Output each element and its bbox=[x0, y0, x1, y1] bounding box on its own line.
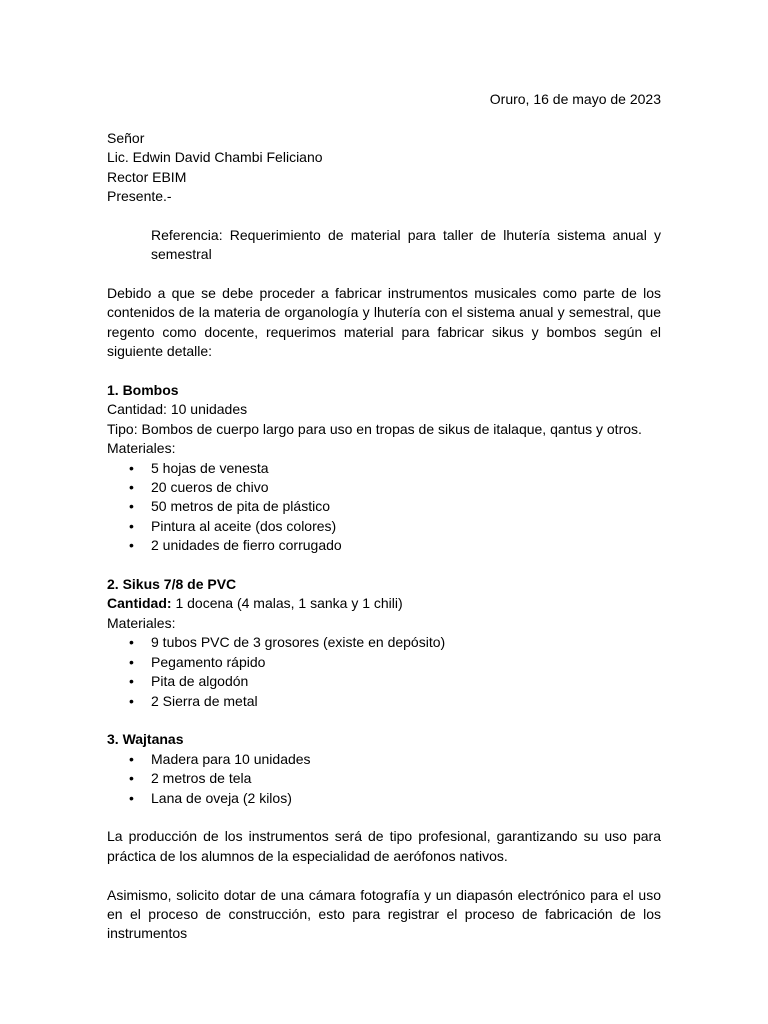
section-bombos bbox=[107, 381, 661, 556]
list-item-text: 2 metros de tela bbox=[151, 770, 252, 787]
list-item-text: 5 hojas de venesta bbox=[151, 459, 269, 476]
bullet-icon: • bbox=[129, 498, 134, 515]
section-materials-label: Materiales: bbox=[107, 440, 176, 457]
list-item bbox=[107, 517, 661, 536]
reference-line: Referencia: Requerimiento de material para taller de lhutería sistema anual y semestral bbox=[151, 226, 661, 263]
list-item bbox=[107, 653, 661, 672]
bullet-icon: • bbox=[129, 634, 134, 651]
bullet-icon: • bbox=[129, 770, 134, 787]
list-item-text: 2 unidades de fierro corrugado bbox=[151, 537, 342, 554]
bullet-icon: • bbox=[129, 537, 134, 554]
bullet-icon: • bbox=[129, 750, 134, 767]
spacer bbox=[107, 866, 661, 885]
bullet-icon: • bbox=[129, 517, 134, 534]
bullet-icon: • bbox=[129, 673, 134, 690]
list-item-text: Pita de algodón bbox=[151, 673, 249, 690]
recipient-position: Rector EBIM bbox=[107, 168, 187, 185]
section-wajtanas bbox=[107, 730, 661, 808]
letter-date: Oruro, 16 de mayo de 2023 bbox=[489, 91, 661, 107]
bullet-icon: • bbox=[129, 692, 134, 709]
list-item bbox=[107, 633, 661, 652]
list-item bbox=[107, 536, 661, 555]
list-item-text: 9 tubos PVC de 3 grosores (existe en depósito) bbox=[151, 634, 446, 651]
recipient-salutation: Señor bbox=[107, 129, 145, 146]
bullet-icon: • bbox=[129, 479, 134, 496]
spacer bbox=[107, 109, 661, 128]
quantity-value: 1 docena (4 malas, 1 sanka y 1 chili) bbox=[171, 595, 403, 612]
list-item-text: 20 cueros de chivo bbox=[151, 479, 269, 496]
list-item bbox=[107, 478, 661, 497]
section-type: Tipo: Bombos de cuerpo largo para uso en tropas de sikus de italaque, qantus y otros. bbox=[107, 420, 642, 437]
list-item-text: Madera para 10 unidades bbox=[151, 750, 311, 767]
list-item-text: Pegamento rápido bbox=[151, 653, 266, 670]
spacer bbox=[107, 808, 661, 827]
bullet-icon: • bbox=[129, 459, 134, 476]
spacer bbox=[107, 711, 661, 730]
request-paragraph: Asimismo, solicito dotar de una cámara fotografía y un diapasón electrónico para el uso en el proceso de construcción, esto para registrar el proceso de fabricación de los instrumentos bbox=[107, 886, 661, 942]
bullet-icon: • bbox=[129, 789, 134, 806]
materials-list bbox=[107, 459, 661, 556]
materials-list bbox=[107, 633, 661, 711]
list-item bbox=[107, 750, 661, 769]
list-item-text: 2 Sierra de metal bbox=[151, 692, 258, 709]
section-sikus bbox=[107, 575, 661, 711]
production-paragraph: La producción de los instrumentos será de tipo profesional, garantizando su uso para práctica de los alumnos de la especialidad de aerófonos nativos. bbox=[107, 828, 661, 864]
materials-list bbox=[107, 750, 661, 808]
section-quantity bbox=[107, 594, 661, 613]
spacer bbox=[107, 362, 661, 381]
list-item bbox=[107, 769, 661, 788]
letter-page bbox=[107, 90, 661, 944]
list-item-text: Lana de oveja (2 kilos) bbox=[151, 789, 292, 806]
recipient-name: Lic. Edwin David Chambi Feliciano bbox=[107, 149, 323, 166]
bullet-icon: • bbox=[129, 653, 134, 670]
recipient-block bbox=[107, 129, 661, 207]
spacer bbox=[107, 206, 661, 225]
recipient-closing: Presente.- bbox=[107, 188, 172, 205]
list-item bbox=[107, 692, 661, 711]
section-quantity: Cantidad: 10 unidades bbox=[107, 401, 248, 418]
list-item bbox=[107, 497, 661, 516]
list-item-text: Pintura al aceite (dos colores) bbox=[151, 517, 337, 534]
intro-paragraph: Debido a que se debe proceder a fabricar instrumentos musicales como parte de los contenidos de la materia de organología y lhutería con el sistema anual y semestral, que regento como docente, requerimos material para fabricar sikus y bombos según el siguiente detalle: bbox=[107, 285, 661, 360]
quantity-label: Cantidad: bbox=[107, 595, 172, 612]
spacer bbox=[107, 265, 661, 284]
spacer bbox=[107, 556, 661, 575]
section-heading: 2. Sikus 7/8 de PVC bbox=[107, 576, 237, 593]
section-heading: 3. Wajtanas bbox=[107, 731, 184, 748]
list-item bbox=[107, 459, 661, 478]
list-item bbox=[107, 789, 661, 808]
list-item-text: 50 metros de pita de plástico bbox=[151, 498, 330, 515]
section-heading: 1. Bombos bbox=[107, 382, 179, 399]
section-materials-label: Materiales: bbox=[107, 614, 176, 631]
list-item bbox=[107, 672, 661, 691]
